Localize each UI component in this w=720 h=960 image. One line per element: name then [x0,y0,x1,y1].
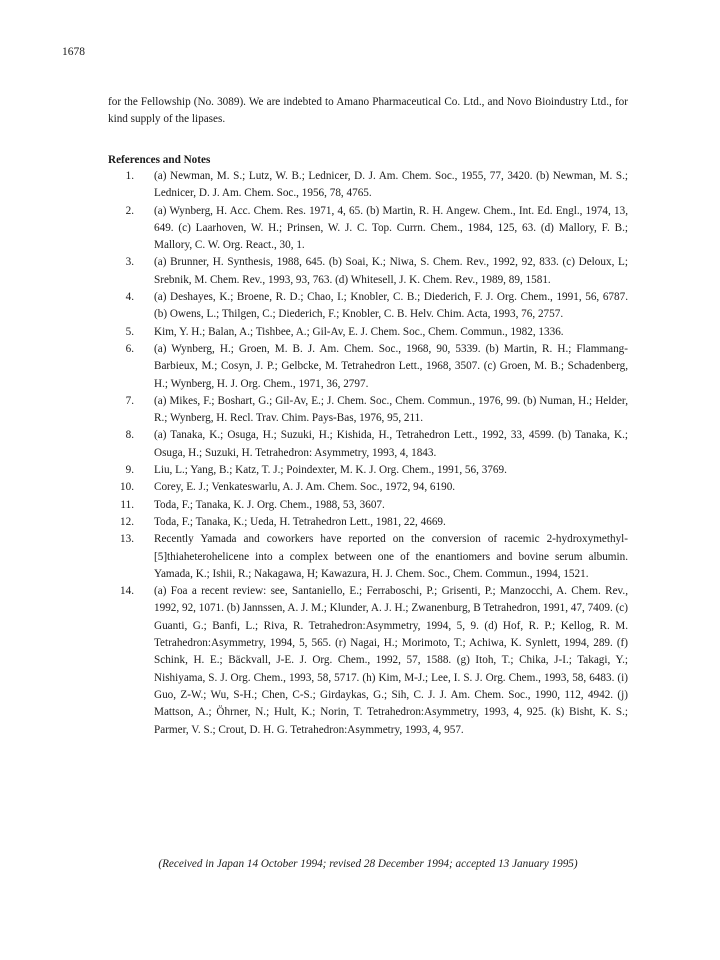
reference-number: 3. [125,256,134,269]
reference-text: Liu, L.; Yang, B.; Katz, T. J.; Poindexter, M. K. J. Org. Chem., 1991, 56, 3769. [154,464,507,477]
received-dates [108,857,628,871]
reference-number: 1. [125,170,134,182]
reference-number: 12. [120,515,134,528]
reference-list [108,168,628,739]
reference-number: 8. [125,429,134,442]
reference-item-12 [108,514,628,531]
reference-number: 6. [125,342,134,355]
reference-number: 7. [125,394,134,407]
reference-number: 4. [125,291,134,304]
reference-item-9 [108,462,628,479]
reference-item-14 [108,583,628,739]
reference-number: 9. [125,464,134,477]
reference-text: Corey, E. J.; Venkateswarlu, A. J. Am. Chem. Soc., 1972, 94, 6190. [154,481,456,494]
reference-text: Kim, Y. H.; Balan, A.; Tishbee, A.; Gil-Av, E. J. Chem. Soc., Chem. Commun., 1982, 1336. [154,325,564,338]
reference-item-13 [108,531,628,583]
reference-number: 13. [120,533,134,546]
reference-text: (a) Foa a recent review: see, Santaniello, E.; Ferraboschi, P.; Grisenti, P.; Manzocchi, A. Chem. Rev., 1992, 92, 1071. (b) Jannssen, A. J. M.; Klunder, A. J. H.; Zwanenburg, B Tetrahedron, 1991, 47, 7409. (c) Guanti, G.; Banfi, L.; Riva, R. Tetrahedron:Asymmetry, 1994, 5, 9. (d) Hof, R. P.; Kellog, R. M. Tetrahedron:Asymmetry, 1994, 5, 565. (r) Nagai, H.; Morimoto, T.; Achiwa, K. Synlett, 1994, 289. (f) Schink, H. E.; Bäckvall, J-E. J. Org. Chem., 1992, 57, 1588. (g) Itoh, T.; Chika, J-I.; Takagi, Y.; Nishiyama, S. J. Org. Chem., 1993, 58, 5717. (h) Kim, M-J.; Lee, I. S. J. Org. Chem., 1993, 58, 6483. (i) Guo, Z-W.; Wu, S-H.; Chen, C-S.; Girdaykas, G.; Sih, C. J. J. Am. Chem. Soc., 1990, 112, 4942. (j) Mattson, A.; Öhrner, N.; Hult, K.; Norin, T. Tetrahedron:Asymmetry, 1993, 4, 925. (k) Bisht, K. S.; Parmer, V. S.; Crout, D. H. G. Tetrahedron:Asymmetry, 1993, 4, 957. [154,585,628,736]
page-number: 1678 [62,46,85,58]
references-heading: References and Notes [108,154,211,166]
reference-text: (a) Wynberg, H. Acc. Chem. Res. 1971, 4, 65. (b) Martin, R. H. Angew. Chem., Int. Ed. Engl., 1974, 13, 649. (c) Laarhoven, W. H.; Prinsen, W. J. C. Top. Currn. Chem., 1984, 125, 63. (d) Mallory, F. B.; Mallory, C. W. Org. React., 30, 1. [154,204,628,252]
received-dates-text: (Received in Japan 14 October 1994; revised 28 December 1994; accepted 13 January 1995) [158,858,578,870]
reference-number: 10. [120,481,134,494]
reference-text: (a) Mikes, F.; Boshart, G.; Gil-Av, E.; J. Chem. Soc., Chem. Commun., 1976, 99. (b) Numan, H.; Helder, R.; Wynberg, H. Recl. Trav. Chim. Pays-Bas, 1976, 95, 211. [154,394,628,425]
reference-item-10 [108,479,628,496]
reference-item-11 [108,497,628,514]
reference-text: (a) Deshayes, K.; Broene, R. D.; Chao, I.; Knobler, C. B.; Diederich, F. J. Org. Chem., 1991, 56, 6787. (b) Owens, L.; Thilgen, C.; Diederich, F.; Knobler, C. B. Helv. Chim. Acta, 1993, 76, 2757. [154,291,628,321]
reference-item-8 [108,427,628,462]
reference-item-3 [108,254,628,289]
reference-text: Recently Yamada and coworkers have reported on the conversion of racemic 2-hydroxymethyl-[5]thiaheterohelicene into a complex between one of the enantiomers and bovine serum albumin. Yamada, K.; Ishii, R.; Nakagawa, H; Kawazura, H. J. Chem. Soc., Chem. Commun., 1994, 1521. [154,533,628,580]
reference-item-6 [108,341,628,393]
reference-item-4 [108,289,628,324]
reference-text: (a) Brunner, H. Synthesis, 1988, 645. (b) Soai, K.; Niwa, S. Chem. Rev., 1992, 92, 833. (c) Deloux, L; Srebnik, M. Chem. Rev., 1993, 93, 763. (d) Whitesell, J. K. Chem. Rev., 1989, 89, 1581. [154,256,628,286]
reference-text: Toda, F.; Tanaka, K. J. Org. Chem., 1988, 53, 3607. [154,498,385,511]
reference-item-5 [108,324,628,341]
reference-item-2 [108,203,628,255]
reference-number: 5. [125,325,134,338]
reference-number: 11. [120,498,134,511]
reference-text: (a) Wynberg, H.; Groen, M. B. J. Am. Chem. Soc., 1968, 90, 5339. (b) Martin, R. H.; Flammang-Barbieux, M.; Cosyn, J. P.; Gelbcke, M. Tetrahedron Lett., 1968, 3507. (c) Groen, M. B.; Schadenberg, H.; Wynberg, H. J. Org. Chem., 1971, 36, 2797. [154,342,628,390]
reference-item-1 [108,168,628,203]
reference-text: (a) Tanaka, K.; Osuga, H.; Suzuki, H.; Kishida, H., Tetrahedron Lett., 1992, 33, 4599. (b) Tanaka, K.; Osuga, H.; Suzuki, H. Tetrahedron: Asymmetry, 1993, 4, 1843. [154,429,628,459]
reference-text: (a) Newman, M. S.; Lutz, W. B.; Lednicer, D. J. Am. Chem. Soc., 1955, 77, 3420. (b) Newman, M. S.; Lednicer, D. J. Am. Chem. Soc., 1956, 78, 4765. [154,170,628,200]
reference-number: 2. [125,204,134,217]
acknowledgment-paragraph: for the Fellowship (No. 3089). We are indebted to Amano Pharmaceutical Co. Ltd., and Novo Bioindustry Ltd., for kind supply of the lipases. [108,96,628,126]
reference-number: 14. [120,585,134,598]
reference-item-7 [108,393,628,428]
reference-text: Toda, F.; Tanaka, K.; Ueda, H. Tetrahedron Lett., 1981, 22, 4669. [154,515,446,528]
